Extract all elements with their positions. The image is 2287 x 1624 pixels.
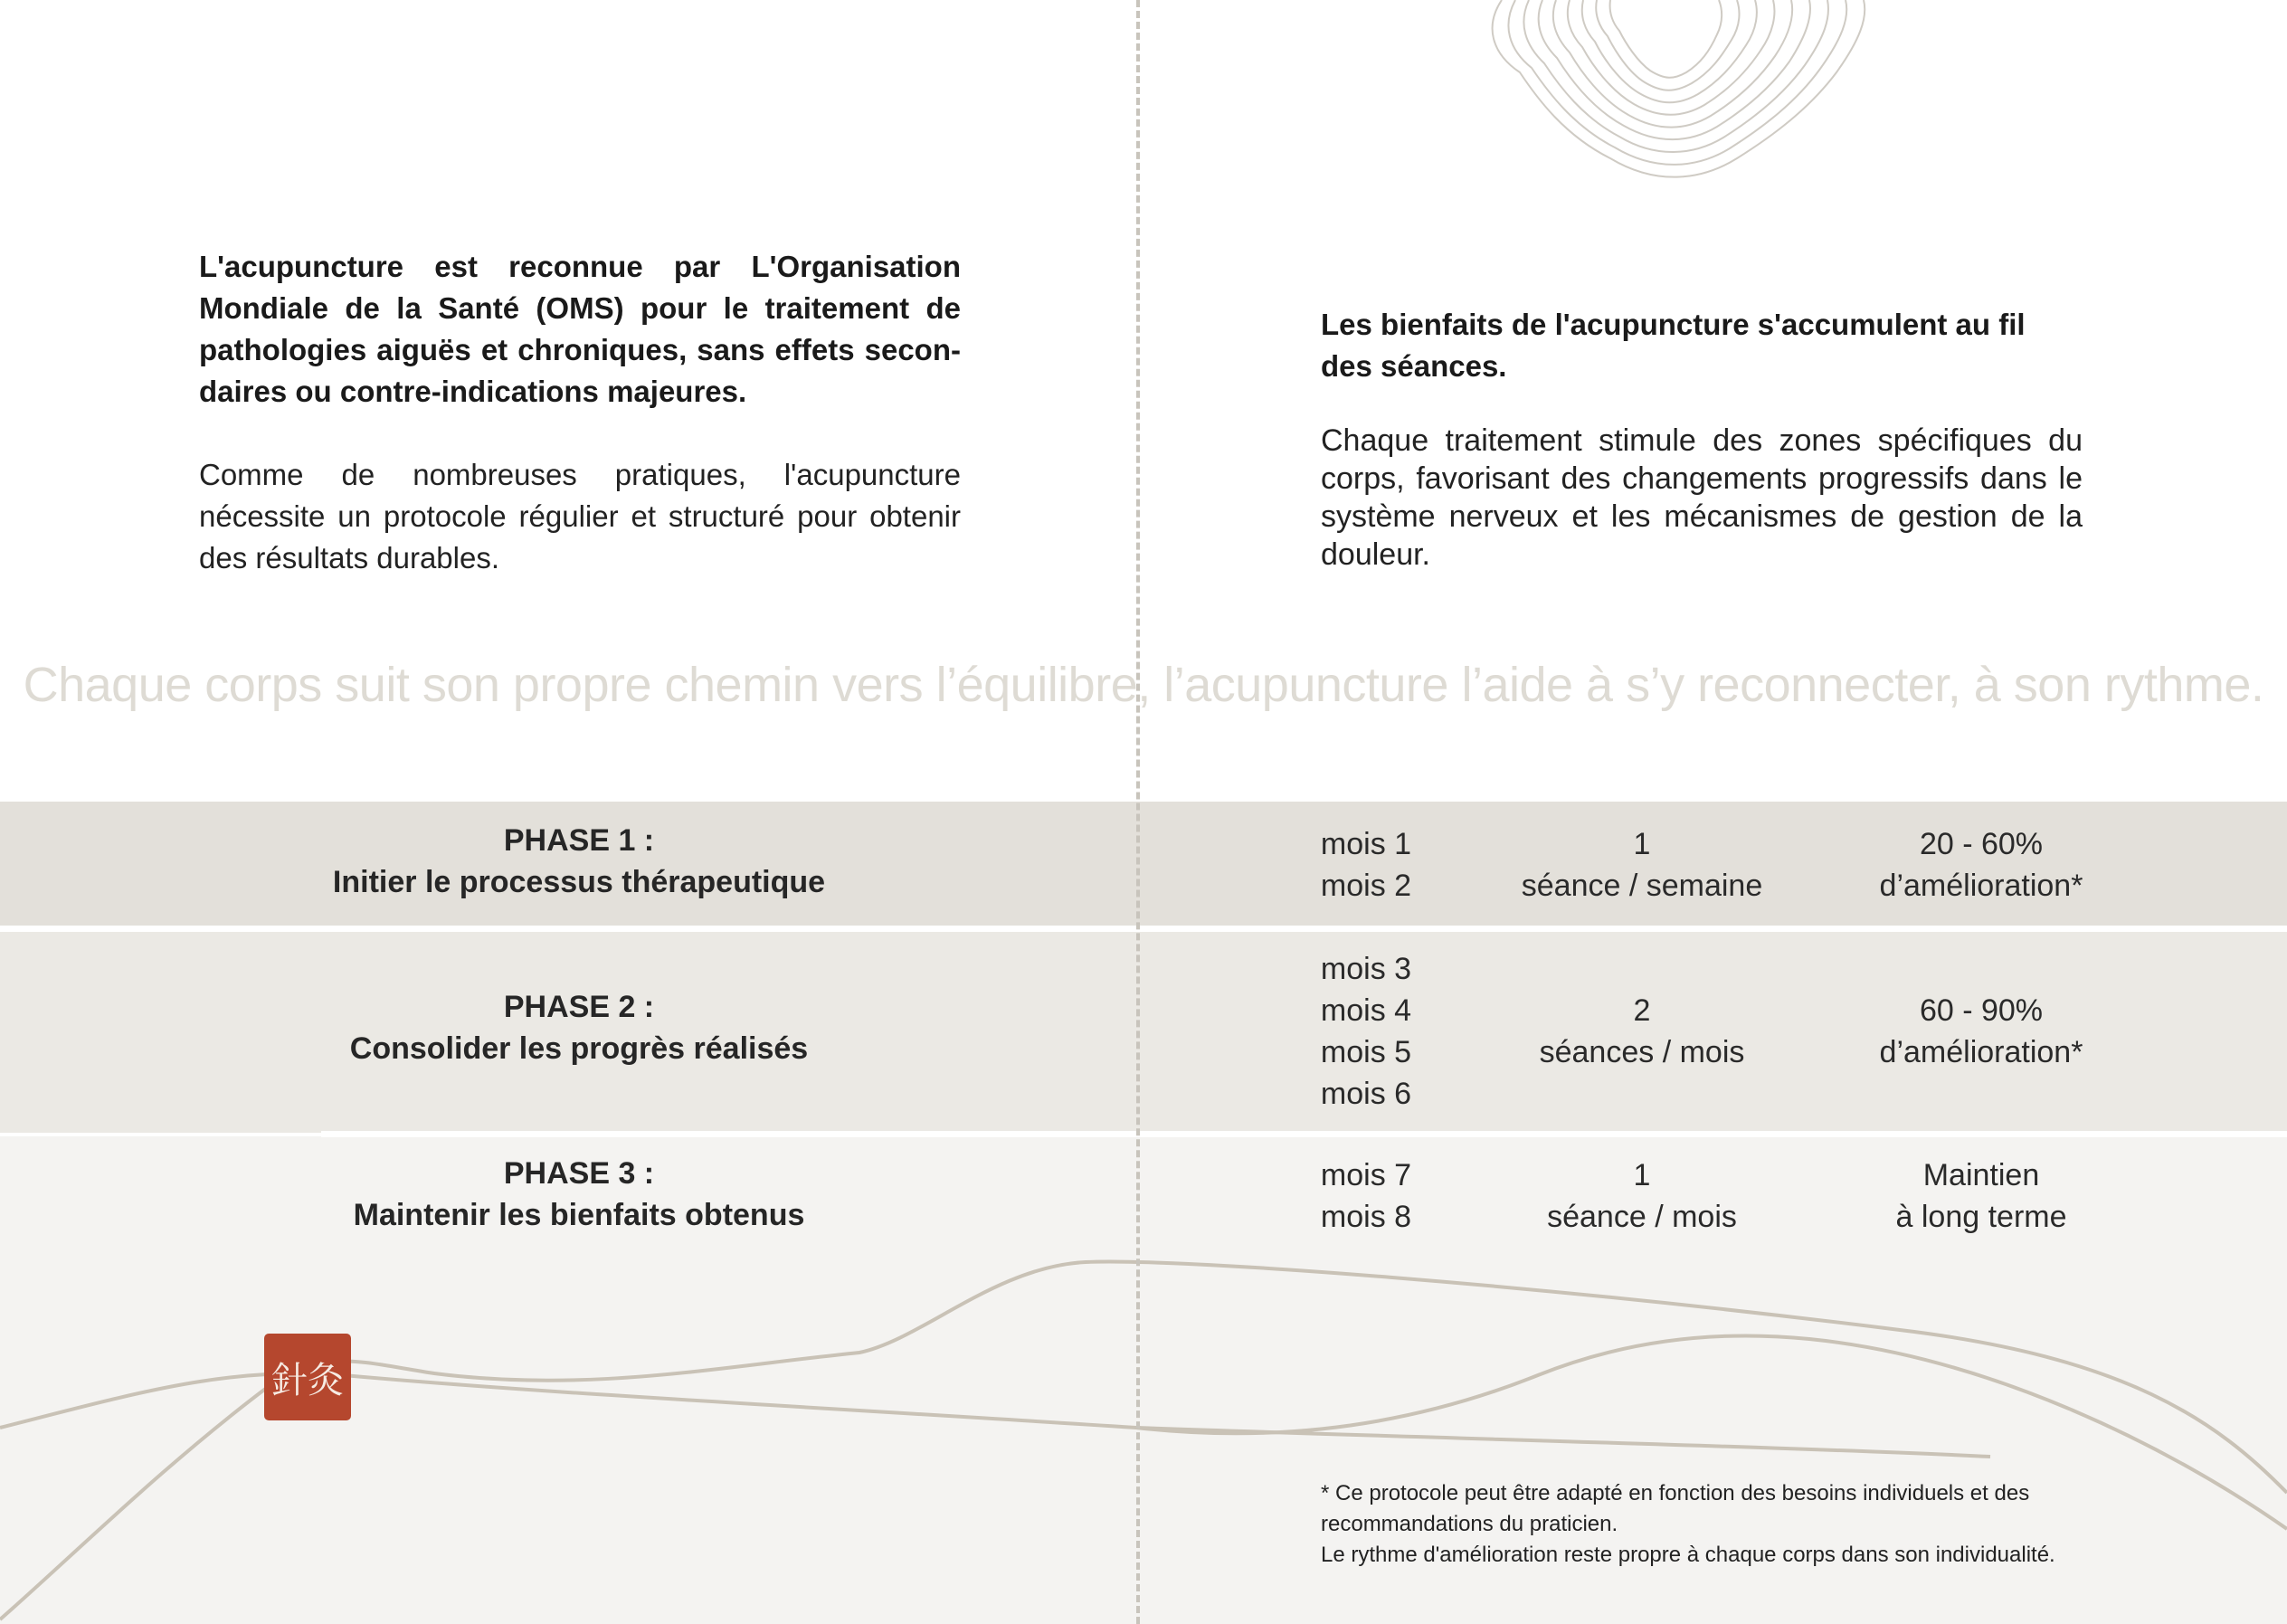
month-label: mois 7 — [1320, 1158, 1412, 1192]
month-label: mois 6 — [1320, 1077, 1412, 1111]
topographic-ornament-icon — [1493, 0, 1865, 177]
right-detail-text — [1321, 422, 2083, 574]
phase-1-heading — [262, 820, 896, 903]
phase-3-improvement — [1827, 1154, 2135, 1238]
right-intro-paragraph: Les bienfaits de l'acupuncture s'accumulent au fil des séances. — [1321, 308, 2026, 383]
month-label: mois 3 — [1320, 952, 1412, 986]
improvement-label: d’amélioration* — [1879, 869, 2083, 903]
phase-3-frequency — [1466, 1154, 1818, 1238]
footnote — [1321, 1478, 2135, 1571]
phase-3-heading — [262, 1153, 896, 1236]
improvement-value: 20 - 60% — [1919, 827, 2044, 861]
left-protocol-paragraph: Comme de nombreuses pratiques, l'acupuncture nécessite un protocole régulier et structuré pour obtenir des résultats durables. — [199, 458, 961, 575]
month-label: mois 8 — [1320, 1200, 1412, 1234]
phase-title: Initier le processus thérapeutique — [332, 865, 826, 899]
fold-line — [1136, 0, 1140, 1624]
tagline: Chaque corps suit son propre chemin vers l’équilibre, l’acupuncture l’aide à s’y reconnecter, à son rythme. — [23, 658, 2264, 712]
frequency-unit: séance / semaine — [1521, 869, 1763, 903]
left-intro-paragraph: L'acupuncture est reconnue par L'Organisation Mondiale de la Santé (OMS) pour le traitement de pathologies aiguës et chroniques, sans effets secondaires ou contre-indications majeures. — [199, 250, 961, 408]
phase-title: Consolider les progrès réalisés — [349, 1031, 809, 1066]
phase-label: PHASE 2 : — [503, 990, 655, 1024]
right-detail-paragraph: Chaque traitement stimule des zones spécifiques du corps, favorisant des changements progressifs dans le système nerveux et les mécanismes de gestion de la douleur. — [1321, 423, 2083, 572]
improvement-value: Maintien — [1922, 1158, 2040, 1192]
frequency-unit: séances / mois — [1539, 1035, 1745, 1069]
acupuncture-seal-icon: 針灸 — [264, 1334, 351, 1420]
month-label: mois 4 — [1320, 993, 1412, 1028]
phase-2-months — [1276, 948, 1457, 1115]
phase-2-heading — [262, 986, 896, 1069]
phase-2-improvement — [1827, 990, 2135, 1073]
month-label: mois 5 — [1320, 1035, 1412, 1069]
month-label: mois 1 — [1320, 827, 1412, 861]
phase-label: PHASE 3 : — [503, 1156, 655, 1191]
improvement-value: 60 - 90% — [1919, 993, 2044, 1028]
phase-1-improvement — [1827, 823, 2135, 907]
phase-1-frequency — [1466, 823, 1818, 907]
improvement-label: d’amélioration* — [1879, 1035, 2083, 1069]
frequency-count: 2 — [1633, 993, 1651, 1028]
phase-1-months — [1276, 823, 1457, 907]
phase-3-months — [1276, 1154, 1457, 1238]
frequency-count: 1 — [1633, 827, 1651, 861]
left-intro-text — [199, 246, 961, 413]
month-label: mois 2 — [1320, 869, 1412, 903]
phase-2-frequency — [1466, 990, 1818, 1073]
left-protocol-text — [199, 454, 961, 579]
improvement-label: à long terme — [1895, 1200, 2067, 1234]
frequency-unit: séance / mois — [1547, 1200, 1737, 1234]
frequency-count: 1 — [1633, 1158, 1651, 1192]
phase-label: PHASE 1 : — [503, 823, 655, 858]
right-intro-text — [1321, 304, 2083, 387]
footnote-line: Le rythme d'amélioration reste propre à chaque corps dans son individualité. — [1321, 1543, 2055, 1567]
footnote-line: * Ce protocole peut être adapté en fonction des besoins individuels et des recommandations du praticien. — [1321, 1481, 2030, 1536]
phase-title: Maintenir les bienfaits obtenus — [353, 1198, 805, 1232]
